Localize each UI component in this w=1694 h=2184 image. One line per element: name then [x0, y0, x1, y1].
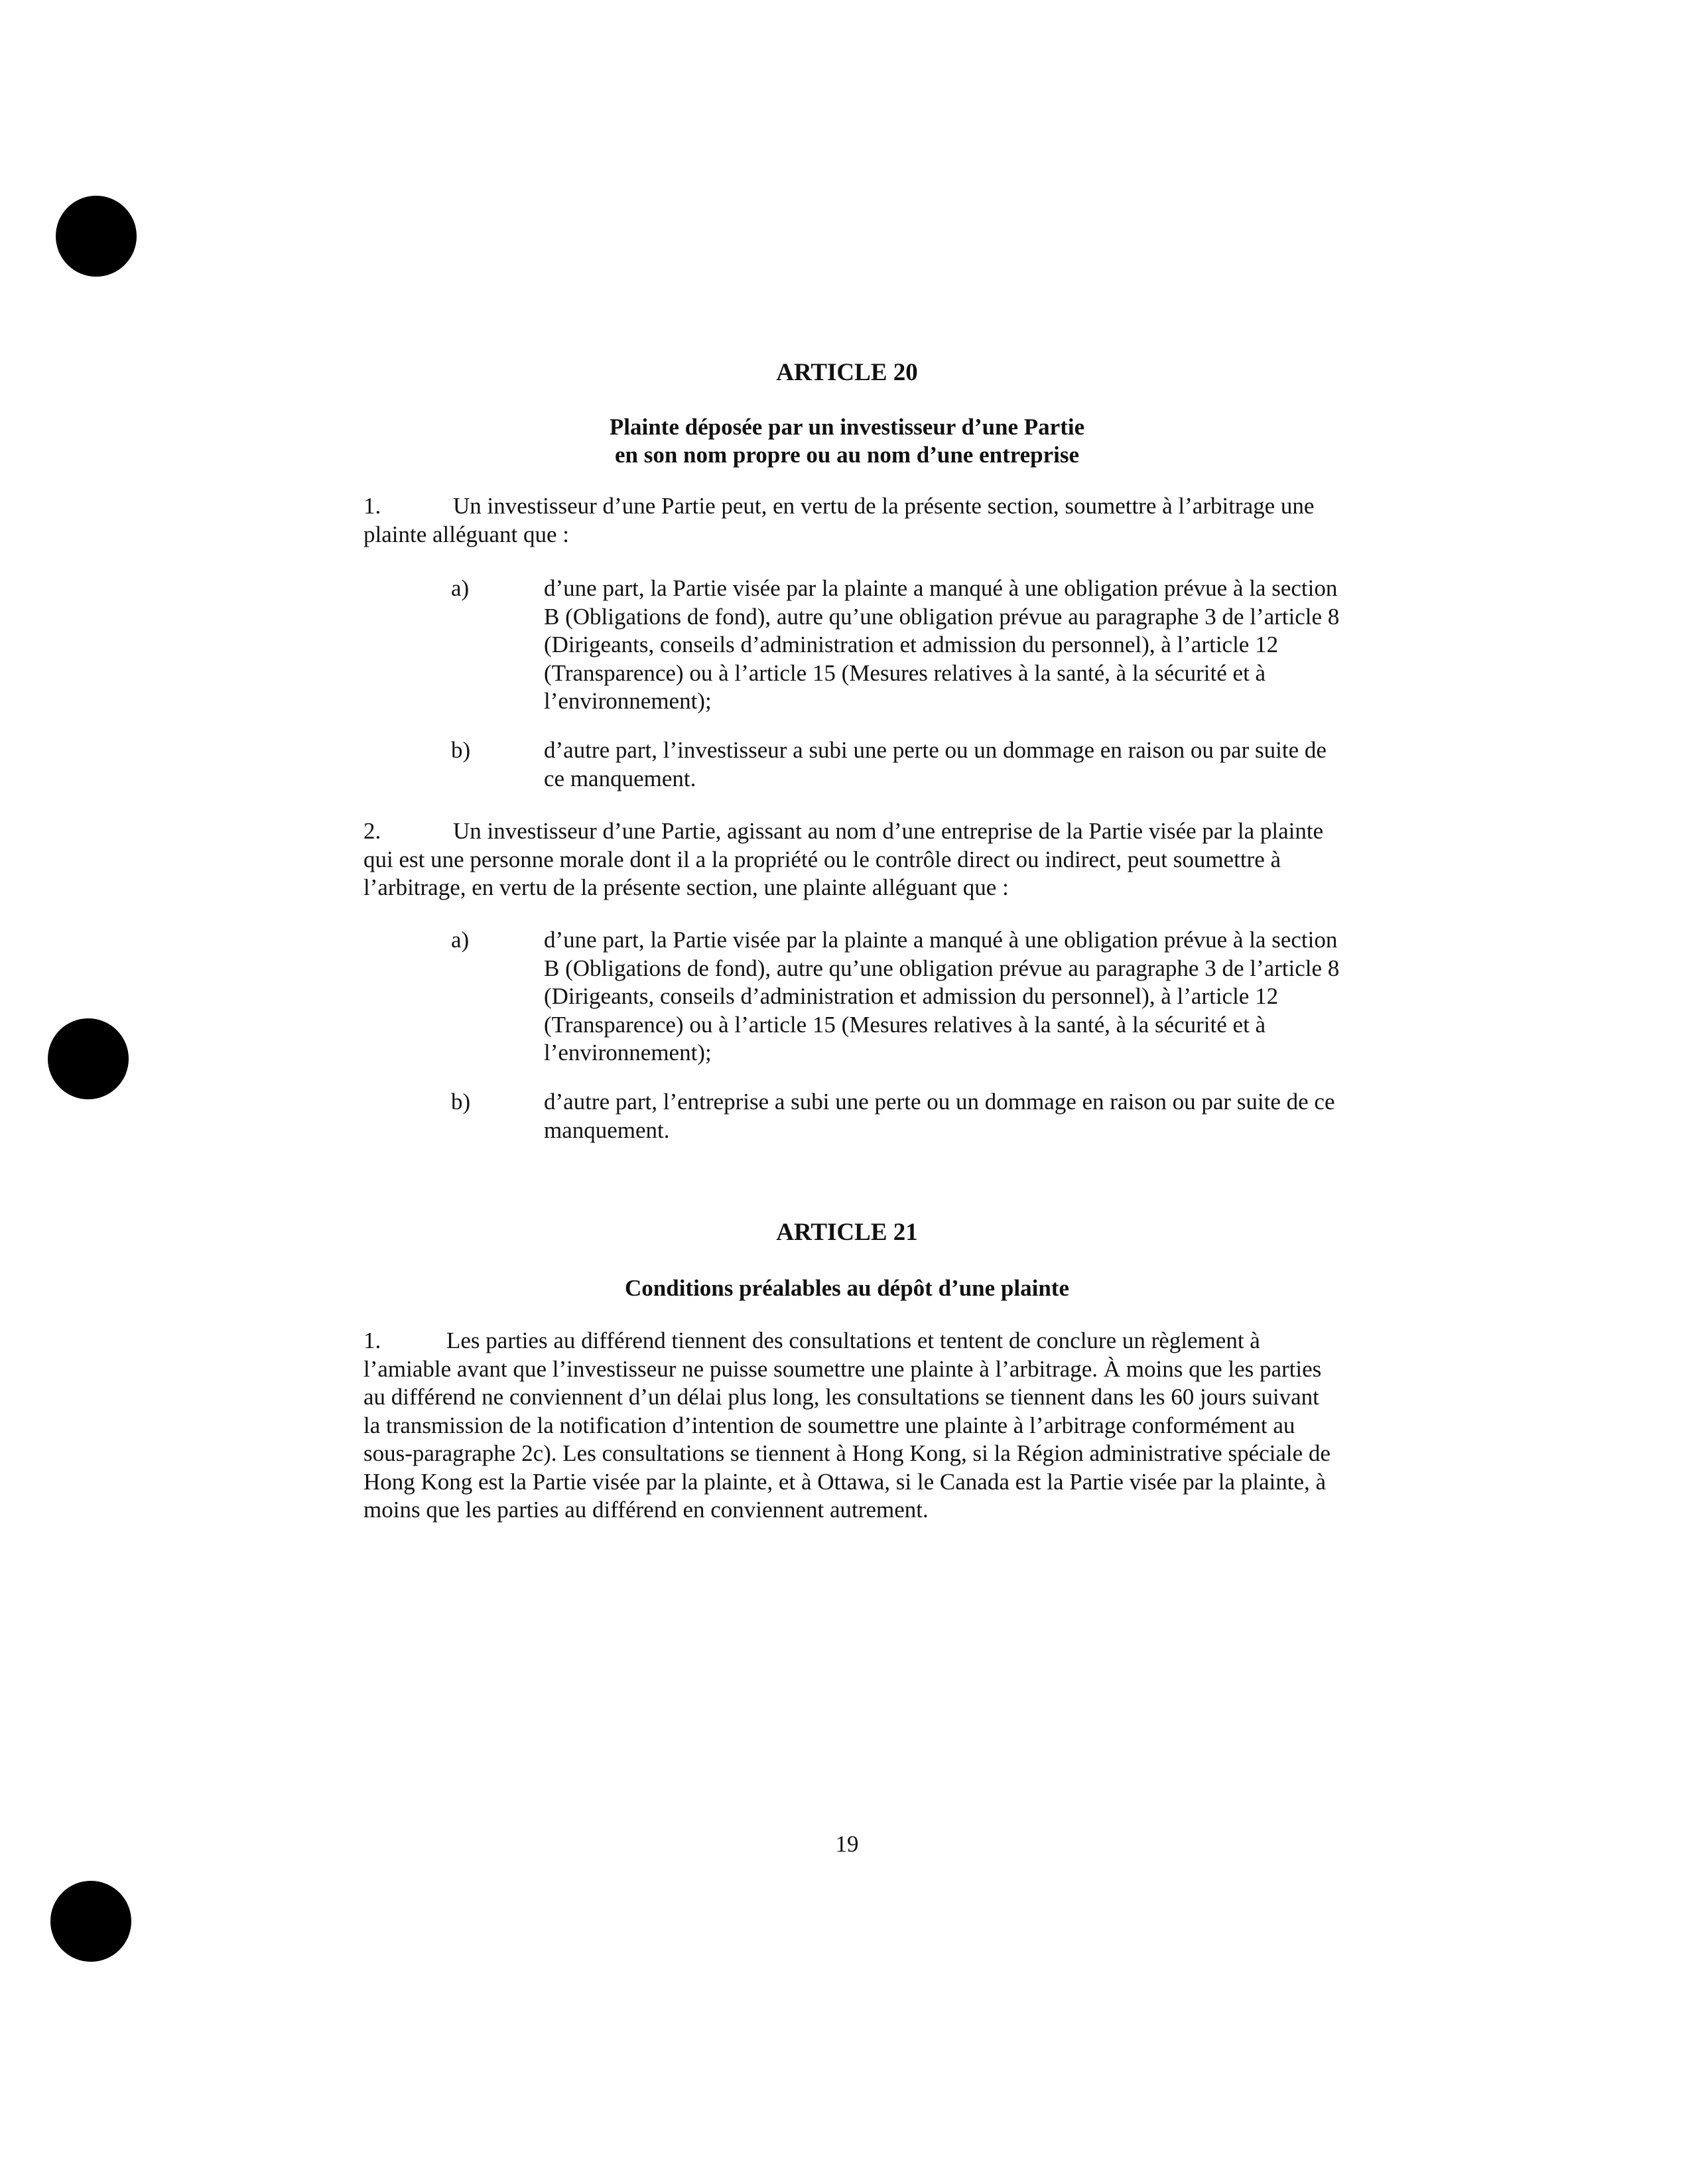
- item-letter: a): [451, 575, 470, 601]
- paragraph-text: Un investisseur d’une Partie peut, en vertu de la présente section, soumettre à l’arbitrage une plainte alléguant que :: [363, 493, 1315, 547]
- item-letter: a): [451, 927, 470, 953]
- article-20-paragraph-2: [363, 817, 1332, 902]
- punch-hole-top: [56, 196, 137, 277]
- page-number: 19: [835, 1831, 859, 1857]
- item-text: d’une part, la Partie visée par la plainte a manqué à une obligation prévue à la section B (Obligations de fond), autre qu’une obligation prévue au paragraphe 3 de l’article 8 (Dirigeants, conseils d’administration et admission du personnel), à l’article 12 (Transparence) ou à l’article 15 (Mesures relatives à la santé, à la sécurité et à l’environnement);: [544, 575, 1340, 714]
- article-20-para-2-item-a: [451, 926, 1346, 1067]
- article-20-para-2-item-b: [451, 1088, 1346, 1144]
- item-text: d’autre part, l’investisseur a subi une perte ou un dommage en raison ou par suite de ce manquement.: [544, 737, 1327, 791]
- item-letter: b): [451, 737, 471, 763]
- paragraph-number: 1.: [363, 493, 381, 519]
- paragraph-number: 2.: [363, 818, 381, 844]
- article-20-para-1-item-b: [451, 736, 1346, 793]
- paragraph-text: Les parties au différend tiennent des consultations et tentent de conclure un règlement à l’amiable avant que l’investisseur ne puisse soumettre une plainte à l’arbitrage. À moins que les parties au différend ne conviennent d’un délai plus long, les consultations se tiennent dans les 60 jours suivant la transmission de la notification d’intention de soumettre une plainte à l’arbitrage conformément au sous-paragraphe 2c). Les consultations se tiennent à Hong Kong, si la Région administrative spéciale de Hong Kong est la Partie visée par la plainte, et à Ottawa, si le Canada est la Partie visée par la plainte, à moins que les parties au différend en conviennent autrement.: [363, 1328, 1331, 1523]
- punch-hole-middle: [48, 1018, 129, 1099]
- article-20-para-1-item-a: [451, 575, 1346, 716]
- article-20-title-line-1: Plainte déposée par un investisseur d’une Partie: [609, 414, 1085, 440]
- item-letter: b): [451, 1089, 471, 1115]
- article-21-title: Conditions préalables au dépôt d’une plainte: [625, 1275, 1069, 1301]
- article-20-paragraph-1: [363, 492, 1332, 549]
- article-21-paragraph-1: [363, 1327, 1332, 1525]
- punch-hole-bottom: [50, 1881, 131, 1962]
- paragraph-number: 1.: [363, 1328, 381, 1353]
- paragraph-text: Un investisseur d’une Partie, agissant au nom d’une entreprise de la Partie visée par la plainte qui est une personne morale dont il a la propriété ou le contrôle direct ou indirect, peut soumettre à l’arbitrage, en vertu de la présente section, une plainte alléguant que :: [363, 818, 1324, 900]
- article-21-heading: ARTICLE 21: [776, 1219, 918, 1246]
- item-text: d’une part, la Partie visée par la plainte a manqué à une obligation prévue à la section B (Obligations de fond), autre qu’une obligation prévue au paragraphe 3 de l’article 8 (Dirigeants, conseils d’administration et admission du personnel), à l’article 12 (Transparence) ou à l’article 15 (Mesures relatives à la santé, à la sécurité et à l’environnement);: [544, 927, 1340, 1065]
- item-text: d’autre part, l’entreprise a subi une perte ou un dommage en raison ou par suite de ce manquement.: [544, 1089, 1335, 1143]
- article-20-title-line-2: en son nom propre ou au nom d’une entreprise: [614, 442, 1080, 468]
- article-20-heading: ARTICLE 20: [776, 359, 918, 386]
